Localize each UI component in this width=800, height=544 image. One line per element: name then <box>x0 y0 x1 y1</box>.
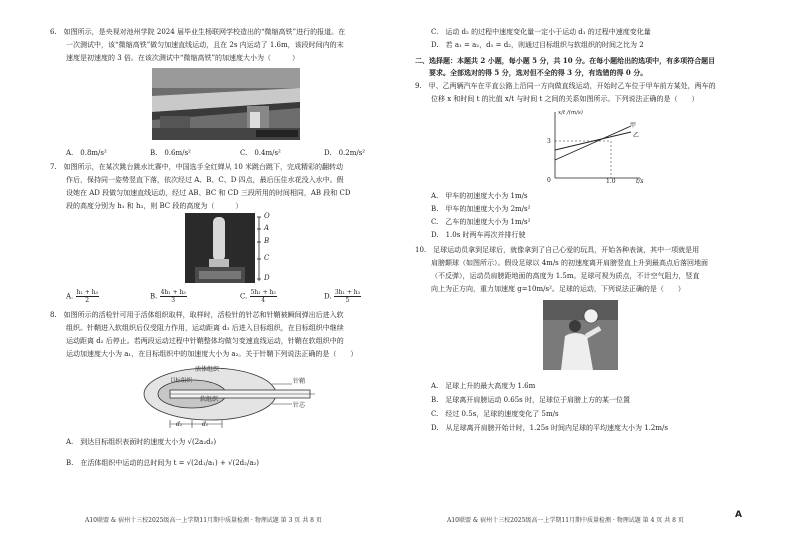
q8-label-soft-tissue: 软组织 <box>200 396 219 403</box>
q10-option-d: D. 从足球离开肩膀开始计时，1.25s 时间内足球的平均速度大小为 1.2m/s <box>431 424 668 432</box>
q9-x-label: t/s <box>636 178 644 185</box>
q9-label-yi: 乙 <box>633 132 640 139</box>
q10-line-2: 肩膀颠球（如图所示）。假设足球以 4m/s 的初速度离开肩膀竖直上升到最高点后落回地面 <box>431 259 708 267</box>
q7-point-scale <box>255 213 285 283</box>
q7-option-a: A. $\frac{\text{h₁ + h₃}}{2}$ <box>66 289 98 304</box>
q8-label-d1: d₁ <box>202 421 209 428</box>
q7-line-3: 设她在 AD 段做匀加速直线运动，经过 AB、BC 和 CD 三段所用的时间相同，AB 段和 CD <box>66 189 351 197</box>
q8-label-sheath: 针鞘 <box>293 378 306 385</box>
q7-line-1: 7. 如图所示，在某次跳台跳水比赛中，中国选手全红婵从 10 米跳台跳下，完成精彩的翻转动 <box>50 163 344 171</box>
q9-line-2: 位移 x 和时间 t 的比值 x/t 与时间 t 之间的关系如图所示。下列说法正确的是（ ） <box>431 95 699 103</box>
q10-option-c: C. 经过 0.5s，足球的速度变化了 5m/s <box>431 410 559 418</box>
q9-x-tick: 1.0 <box>606 178 616 185</box>
q7-option-b: B. $\frac{\text{4h₁ + h₃}}{3}$ <box>150 289 186 304</box>
q8-label-d2: d₂ <box>176 421 183 428</box>
paper-version-mark: A <box>735 510 742 520</box>
q8-label-living-tissue: 活体组织 <box>195 366 220 373</box>
q8-option-a: A. 到达目标组织表面时的速度大小为 √(2a₂d₂) <box>66 438 217 446</box>
q9-option-b: B. 甲车的加速度大小为 2m/s² <box>431 205 531 213</box>
q7-line-4: 段的高度分别为 h₁ 和 h₃，则 BC 段的高度为（ ） <box>66 202 243 210</box>
q9-option-d: D. 1.0s 时两车再次并排行驶 <box>431 231 526 239</box>
q7-label-b: B <box>264 237 270 245</box>
left-page-footer: A10联盟 & 宿州十三校2025级高一上学期11月期中质量检测 · 物理试题 第 3 页 共 8 页 <box>85 517 322 524</box>
q8-label-target-tissue: 目标组织 <box>170 378 193 384</box>
q10-line-4: 向上为正方向，重力加速度 g=10m/s²。足球的运动，下列说法正确的是（ ） <box>431 285 685 293</box>
q7-label-d: D <box>264 274 270 282</box>
q10-line-1: 10. 足球运动员拿到足球后，就像拿到了自己心爱的玩具，开始各种表演，其中一项就是用 <box>415 246 700 254</box>
q8-needle-diagram <box>140 362 320 432</box>
q10-option-b: B. 足球离开肩膀运动 0.65s 时，足球位于肩膀上方的某一位置 <box>431 396 630 404</box>
q8-line-1: 8. 如图所示的活检针可用于活体组织取样，取样时，活检针的针芯和针鞘被瞬间弹出后进入软 <box>50 311 344 319</box>
q6-option-b: B. 0.6m/s² <box>150 149 191 157</box>
q6-option-a: A. 0.8m/s² <box>66 149 107 157</box>
section-2-heading-line-2: 要求。全部选对的得 5 分，选对但不全的得 3 分，有选错的得 0 分。 <box>415 68 648 77</box>
section-2-heading-line-1: 二、选择题：本题共 2 小题，每小题 5 分，共 10 分。在每小题给出的选项中，有多项符合题目 <box>415 56 716 65</box>
q7-label-a: A <box>264 224 270 232</box>
q8-line-4: 运动加速度大小为 a₁，在目标组织中的加速度大小为 a₂。关于针鞘下列说法正确的是（ ） <box>66 350 358 358</box>
q9-origin: 0 <box>547 177 551 184</box>
q7-option-c: C. $\frac{\text{5h₁ + h₃}}{4}$ <box>240 289 276 304</box>
q9-option-a: A. 甲车的初速度大小为 1m/s <box>431 192 528 200</box>
q6-line-3: 速度是初速度的 3 倍。在该次测试中“微缩高铁”的加速度大小为（ ） <box>66 54 300 62</box>
q9-y-label: x/t /(m/s) <box>558 110 583 116</box>
q9-y-tick: 3 <box>547 138 551 145</box>
q7-photo-diver <box>185 213 255 283</box>
q7-label-o: O <box>264 212 270 220</box>
q10-option-a: A. 足球上升的最大高度为 1.6m <box>431 382 536 390</box>
right-page-footer: A10联盟 & 宿州十三校2025级高一上学期11月期中质量检测 · 物理试题 第 4 页 共 8 页 <box>447 517 684 524</box>
q6-option-d: D. 0.2m/s² <box>324 149 366 157</box>
q8-option-d: D. 若 a₁ = a₂，d₁ = d₂，则通过目标组织与软组织的时间之比为 2 <box>431 41 644 49</box>
q9-line-yi <box>555 132 631 150</box>
q7-label-c: C <box>264 254 270 262</box>
q7-option-d: D. $\frac{\text{3h₁ + h₃}}{5}$ <box>324 289 361 304</box>
q7-line-2: 作后，保持同一姿势竖直下落，依次经过 A、B、C、D 四点，最后压住水花没入水中。假 <box>66 176 344 184</box>
q9-line-1: 9. 甲、乙两辆汽车在平直公路上沿同一方向做直线运动，开始时乙车位于甲车前方某处，两车的 <box>415 82 716 90</box>
q10-line-3: （不反弹），运动员肩膀距地面的高度为 1.5m。足球可视为质点，不计空气阻力，竖直 <box>431 272 700 280</box>
q6-line-2: 一次测试中，该“微缩高铁”做匀加速直线运动，且在 2s 内运动了 1.6m，该段时间内的末 <box>66 41 344 49</box>
q8-option-c: C. 运动 d₂ 的过程中速度变化量一定小于运动 d₁ 的过程中速度变化量 <box>431 28 651 36</box>
q8-option-b: B. 在活体组织中运动的总时间为 t = √(2d₁/a₁) + √(2d₂/a₂) <box>66 459 260 467</box>
q6-line-1: 6. 如图所示，是央视对池州学院 2024 届毕业生杨联网学校造出的“微缩高铁”进行的报道。在 <box>50 28 346 36</box>
q9-line-jia <box>555 126 631 160</box>
q10-photo-footballer <box>543 300 618 370</box>
q8-line-3: 运动距离 d₂ 后停止。若两段运动过程中针鞘整体均做匀变速直线运动，针鞘在软组织中的 <box>66 337 344 345</box>
q9-label-jia: 甲 <box>630 122 637 129</box>
q6-option-c: C. 0.4m/s² <box>240 149 281 157</box>
q8-line-2: 组织。针鞘进入软组织后仅受阻力作用，运动距离 d₁ 后进入目标组织，在目标组织中继续 <box>66 324 344 332</box>
q9-option-c: C. 乙车的加速度大小为 1m/s² <box>431 218 531 226</box>
q6-photo-train <box>152 68 300 140</box>
q8-label-core: 针芯 <box>293 402 306 409</box>
